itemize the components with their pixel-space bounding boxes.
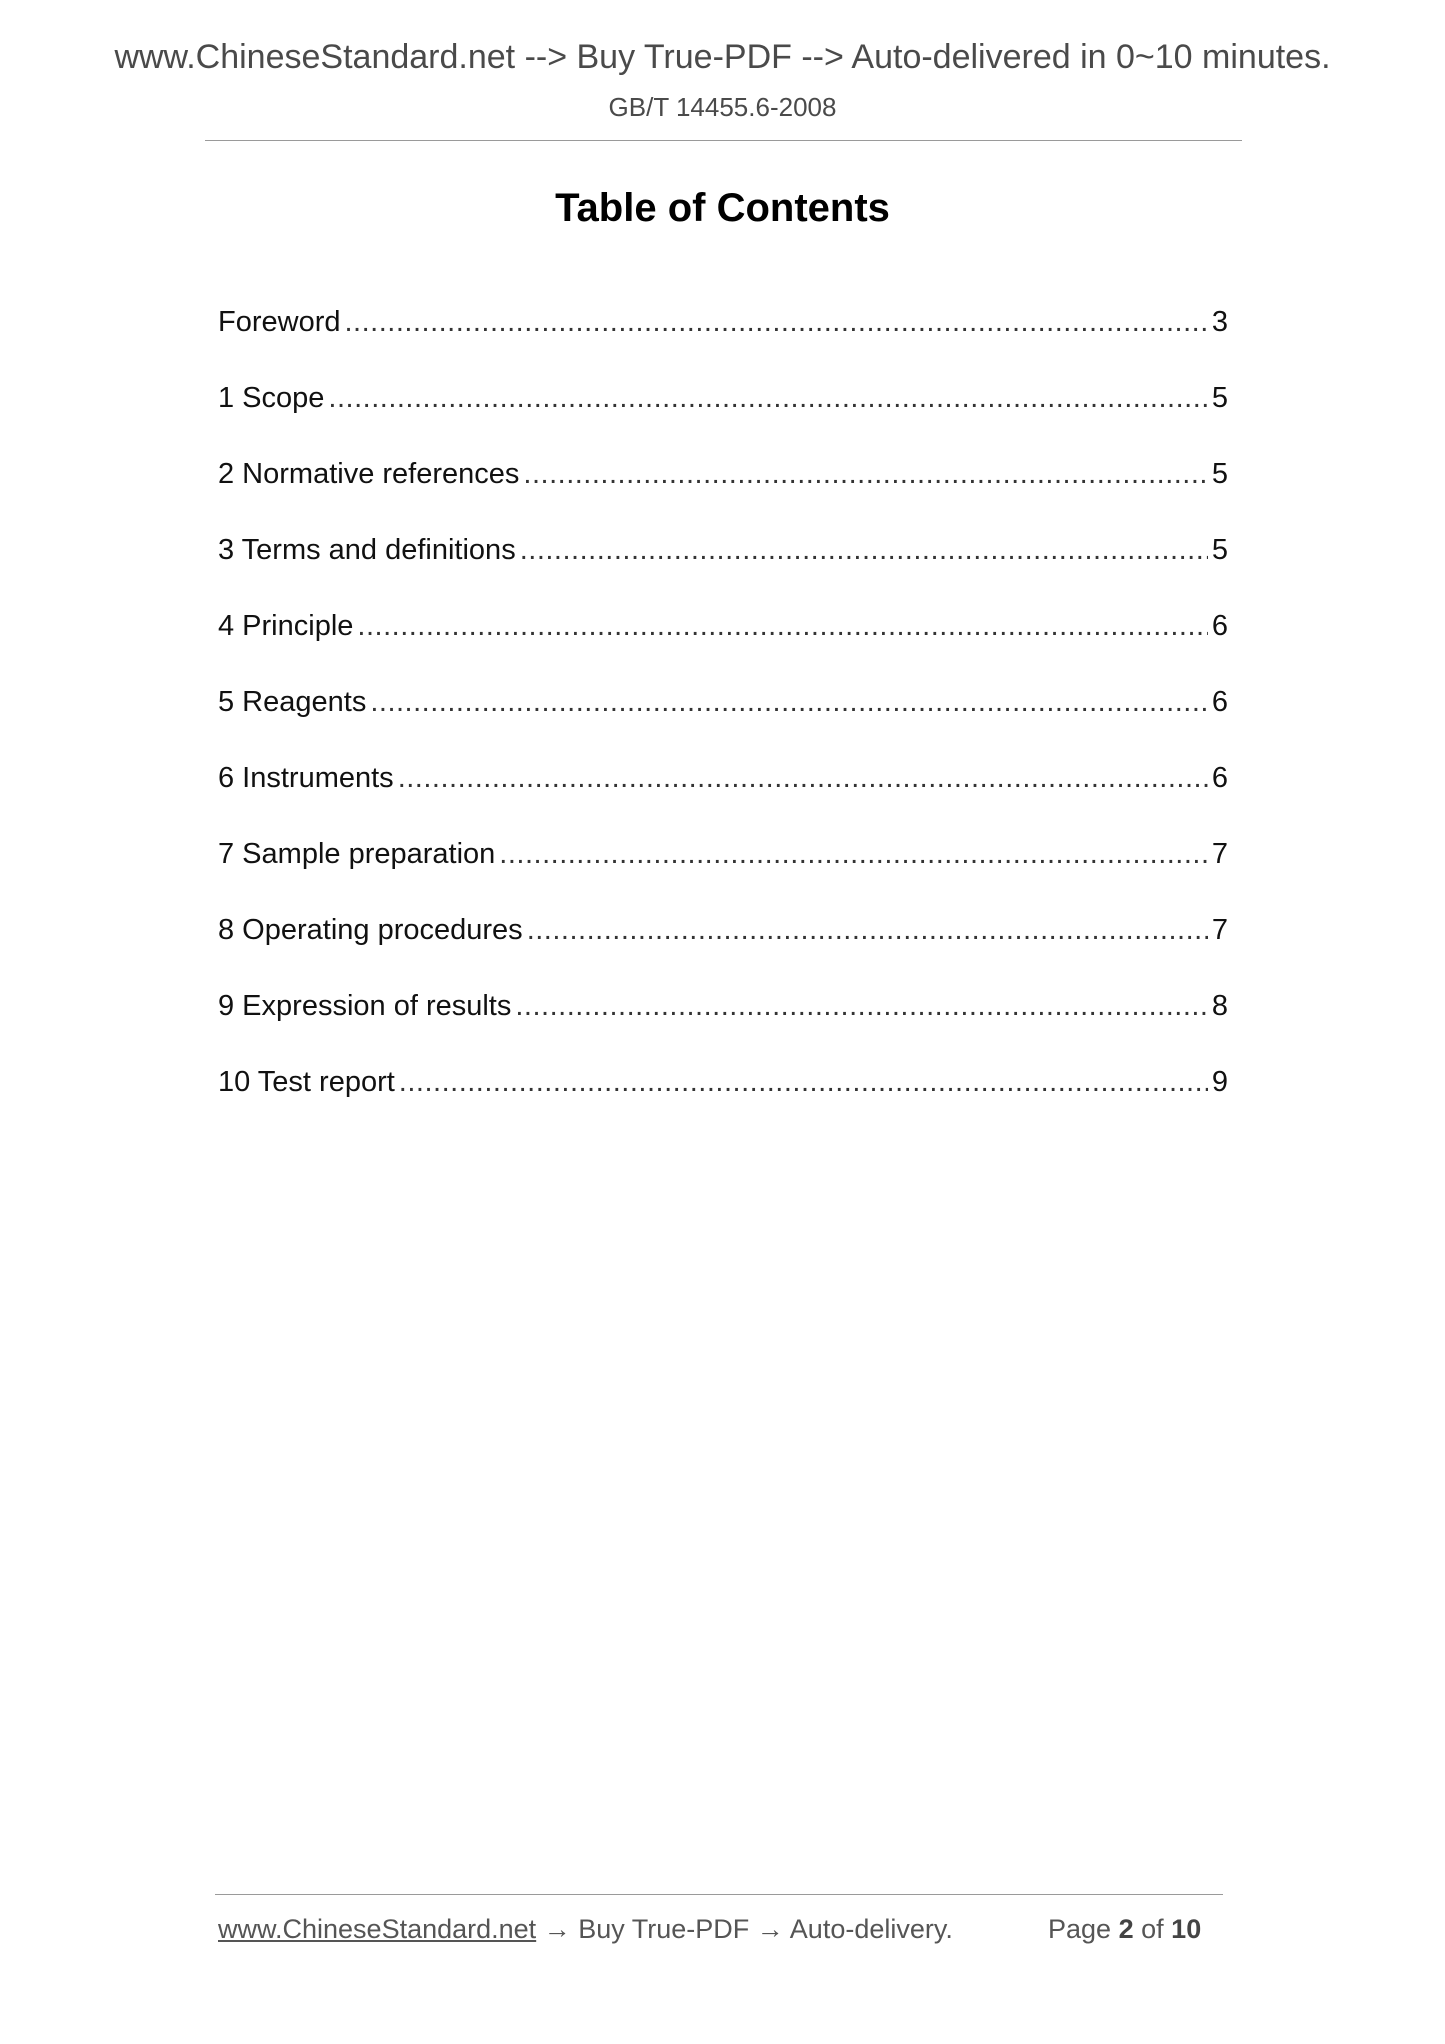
page-word: Page xyxy=(1048,1914,1112,1944)
footer-site-link[interactable]: www.ChineseStandard.net xyxy=(218,1914,537,1944)
toc-entry-page: 6 xyxy=(1211,610,1228,642)
toc-entry-label: 7 Sample preparation xyxy=(218,838,496,870)
toc-entry-label: 4 Principle xyxy=(218,610,354,642)
toc-entry-label: 8 Operating procedures xyxy=(218,914,523,946)
toc-entry-test-report[interactable] xyxy=(218,1062,1228,1138)
toc-entry-page: 7 xyxy=(1211,914,1228,946)
toc-entry-scope[interactable] xyxy=(218,378,1228,454)
footer-buy-text: Buy True-PDF xyxy=(578,1914,750,1944)
toc-entry-page: 5 xyxy=(1211,458,1228,490)
standard-code: GB/T 14455.6-2008 xyxy=(608,92,837,122)
total-page-count: 10 xyxy=(1171,1914,1202,1944)
toc-entry-label: 5 Reagents xyxy=(218,686,367,718)
toc-entry-principle[interactable] xyxy=(218,606,1228,682)
toc-entry-terms-and-definitions[interactable] xyxy=(218,530,1228,606)
toc-entry-sample-preparation[interactable] xyxy=(218,834,1228,910)
toc-entry-label: 10 Test report xyxy=(218,1066,395,1098)
toc-entry-label: 6 Instruments xyxy=(218,762,394,794)
toc-dot-leader xyxy=(527,910,1208,950)
toc-dot-leader xyxy=(357,606,1207,646)
toc-dot-leader xyxy=(370,682,1208,722)
toc-entry-page: 5 xyxy=(1211,534,1228,566)
current-page-number: 2 xyxy=(1118,1914,1134,1944)
toc-entry-operating-procedures[interactable] xyxy=(218,910,1228,986)
header-divider xyxy=(205,140,1242,141)
toc-entry-expression-of-results[interactable] xyxy=(218,986,1228,1062)
toc-entry-page: 7 xyxy=(1211,838,1228,870)
toc-entry-foreword[interactable] xyxy=(218,302,1228,378)
toc-entry-normative-references[interactable] xyxy=(218,454,1228,530)
toc-entry-label: 1 Scope xyxy=(218,382,325,414)
arrow-right-icon: → xyxy=(756,1914,784,1944)
toc-dot-leader xyxy=(499,834,1208,874)
toc-dot-leader xyxy=(328,378,1207,418)
toc-entry-page: 6 xyxy=(1211,762,1228,794)
toc-entry-label: 3 Terms and definitions xyxy=(218,534,516,566)
toc-entry-label: 2 Normative references xyxy=(218,458,520,490)
toc-dot-leader xyxy=(398,758,1208,798)
of-word: of xyxy=(1141,1914,1164,1944)
toc-entry-page: 5 xyxy=(1211,382,1228,414)
toc-dot-leader xyxy=(520,530,1208,570)
toc-dot-leader xyxy=(399,1062,1208,1102)
toc-entry-label: Foreword xyxy=(218,306,341,338)
toc-entry-page: 9 xyxy=(1211,1066,1228,1098)
toc-dot-leader xyxy=(345,302,1208,342)
header-banner: www.ChineseStandard.net --> Buy True-PDF --> Auto-delivered in 0~10 minutes. xyxy=(114,38,1331,76)
footer-divider xyxy=(215,1894,1223,1895)
toc-entry-label: 9 Expression of results xyxy=(218,990,512,1022)
toc-entry-page: 3 xyxy=(1211,306,1228,338)
toc-dot-leader xyxy=(523,454,1207,494)
toc-entry-page: 6 xyxy=(1211,686,1228,718)
toc-list xyxy=(218,302,1228,1138)
toc-entry-reagents[interactable] xyxy=(218,682,1228,758)
toc-dot-leader xyxy=(515,986,1208,1026)
toc-title: Table of Contents xyxy=(555,186,890,230)
footer-promo xyxy=(218,1914,953,1945)
page-indicator xyxy=(1048,1914,1201,1945)
footer-delivery-text: Auto-delivery. xyxy=(789,1914,953,1944)
toc-entry-instruments[interactable] xyxy=(218,758,1228,834)
toc-entry-page: 8 xyxy=(1211,990,1228,1022)
arrow-right-icon: → xyxy=(543,1914,571,1944)
